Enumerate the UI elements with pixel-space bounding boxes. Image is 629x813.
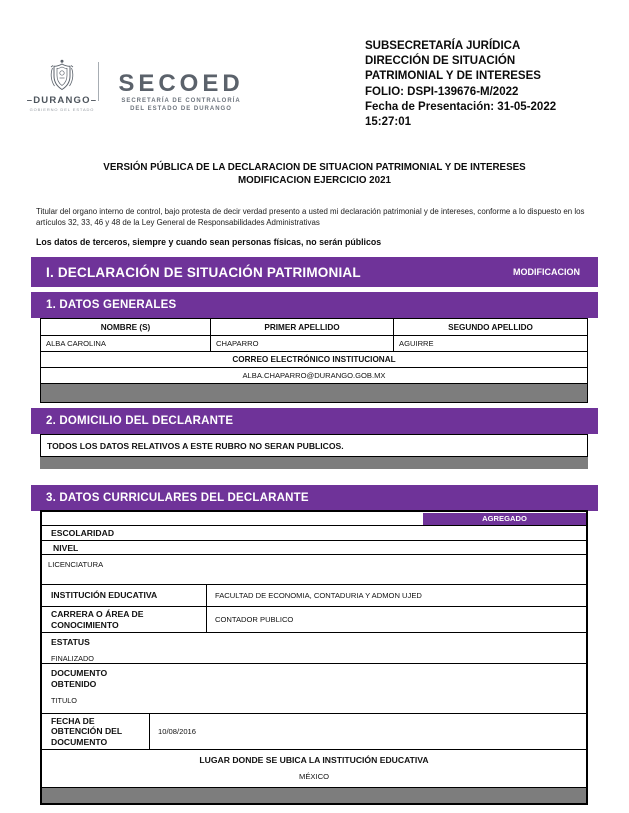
table-row xyxy=(41,319,587,336)
secoed-logo-subtext xyxy=(106,97,256,113)
fecha-obtencion-value: 10/08/2016 xyxy=(158,727,197,736)
table-row xyxy=(41,336,587,352)
carrera-label: CARRERA O ÁREA DE CONOCIMIENTO xyxy=(42,607,207,632)
table-row xyxy=(42,512,586,526)
header-line-direccion: DIRECCIÓN DE SITUACIÓN xyxy=(365,55,516,68)
document-title-line1: VERSIÓN PÚBLICA DE LA DECLARACION DE SITUACION PATRIMONIAL Y DE INTERESES xyxy=(103,162,526,173)
header-line-subsecretaria: SUBSECRETARÍA JURÍDICA xyxy=(365,40,521,52)
section1-title: 1. DATOS GENERALES xyxy=(46,299,177,311)
declaration-statement: Titular del organo interno de control, bajo protesta de decir verdad presento a usted mi declaración patrimonial y de intereses, conforme a lo dispuesto en los artículos 32, 33, 46 y 48 de la Ley General de Responsabilidades Administrativas xyxy=(36,207,585,227)
redacted-bar xyxy=(41,384,587,402)
col-header-correo: CORREO ELECTRÓNICO INSTITUCIONAL xyxy=(41,352,587,368)
logo-divider xyxy=(98,62,99,101)
section-band-domicilio xyxy=(31,408,598,434)
table-row xyxy=(42,607,586,633)
nivel-label: NIVEL xyxy=(42,541,586,555)
modificacion-badge: MODIFICACION xyxy=(513,267,580,277)
redacted-bar xyxy=(40,457,588,469)
datos-curriculares-table xyxy=(40,510,588,805)
domicilio-message-box: TODOS LOS DATOS RELATIVOS A ESTE RUBRO NO SERAN PUBLICOS. xyxy=(40,434,588,457)
value-segundo-apellido: AGUIRRE xyxy=(399,339,434,348)
lugar-label: LUGAR DONDE SE UBICA LA INSTITUCIÓN EDUCATIVA xyxy=(199,755,429,765)
section-band-title: I. DECLARACIÓN DE SITUACIÓN PATRIMONIAL xyxy=(46,264,361,280)
carrera-value: CONTADOR PUBLICO xyxy=(215,615,294,624)
table-row xyxy=(42,585,586,607)
header-line-patrimonial: PATRIMONIAL Y DE INTERESES xyxy=(365,70,541,83)
section-band-datos-generales xyxy=(31,292,598,318)
header-hora-presentacion: 15:27:01 xyxy=(365,116,412,129)
header-folio: FOLIO: DSPI-139676-M/2022 xyxy=(365,85,519,98)
table-row xyxy=(42,664,586,714)
secoed-logo xyxy=(106,72,256,113)
escolaridad-label: ESCOLARIDAD xyxy=(42,526,586,541)
secoed-sub-line1: SECRETARÍA DE CONTRALORÍA xyxy=(121,98,241,104)
estatus-label: ESTATUS xyxy=(51,637,90,647)
durango-logo-subtext: GOBIERNO DEL ESTADO xyxy=(29,107,95,112)
institucion-label: INSTITUCIÓN EDUCATIVA xyxy=(42,585,207,606)
privacy-note: Los datos de terceros, siempre y cuando sean personas físicas, no serán públicos xyxy=(36,237,382,247)
section-band-declaracion xyxy=(31,257,598,287)
col-header-nombre: NOMBRE (S) xyxy=(41,319,211,335)
header-fecha-presentacion: Fecha de Presentación: 31-05-2022 xyxy=(365,100,557,113)
documento-value: TITULO xyxy=(51,696,77,705)
datos-generales-table xyxy=(40,318,588,403)
durango-shield-icon xyxy=(26,58,98,94)
institucion-value: FACULTAD DE ECONOMIA, CONTADURIA Y ADMON UJED xyxy=(215,591,422,600)
value-nombre: ALBA CAROLINA xyxy=(41,336,211,351)
durango-logo xyxy=(26,58,98,112)
section-band-datos-curriculares xyxy=(31,485,598,511)
documento-label: DOCUMENTO OBTENIDO xyxy=(51,668,108,689)
table-row xyxy=(42,714,586,750)
fecha-obtencion-label: FECHA DE OBTENCIÓN DEL DOCUMENTO xyxy=(42,714,150,749)
document-title xyxy=(0,161,629,187)
section2-title: 2. DOMICILIO DEL DECLARANTE xyxy=(46,415,234,427)
lugar-value: MÉXICO xyxy=(299,772,329,781)
section3-title: 3. DATOS CURRICULARES DEL DECLARANTE xyxy=(46,492,309,504)
document-title-line2: MODIFICACION EJERCICIO 2021 xyxy=(238,175,391,186)
table-row xyxy=(42,633,586,664)
col-header-primer-apellido: PRIMER APELLIDO xyxy=(211,319,394,335)
value-correo: ALBA.CHAPARRO@DURANGO.GOB.MX xyxy=(41,368,587,384)
nivel-value: LICENCIATURA xyxy=(42,555,586,585)
secoed-sub-line2: DEL ESTADO DE DURANGO xyxy=(130,106,232,112)
header-office-block xyxy=(365,39,610,130)
redacted-bar xyxy=(42,788,586,803)
col-header-segundo-apellido: SEGUNDO APELLIDO xyxy=(448,322,533,332)
value-primer-apellido: CHAPARRO xyxy=(211,336,394,351)
agregado-badge: AGREGADO xyxy=(423,513,586,525)
table-row xyxy=(42,750,586,788)
estatus-value: FINALIZADO xyxy=(51,654,94,663)
secoed-logo-text: SECOED xyxy=(118,70,244,97)
durango-logo-text: –DURANGO– xyxy=(26,95,98,106)
